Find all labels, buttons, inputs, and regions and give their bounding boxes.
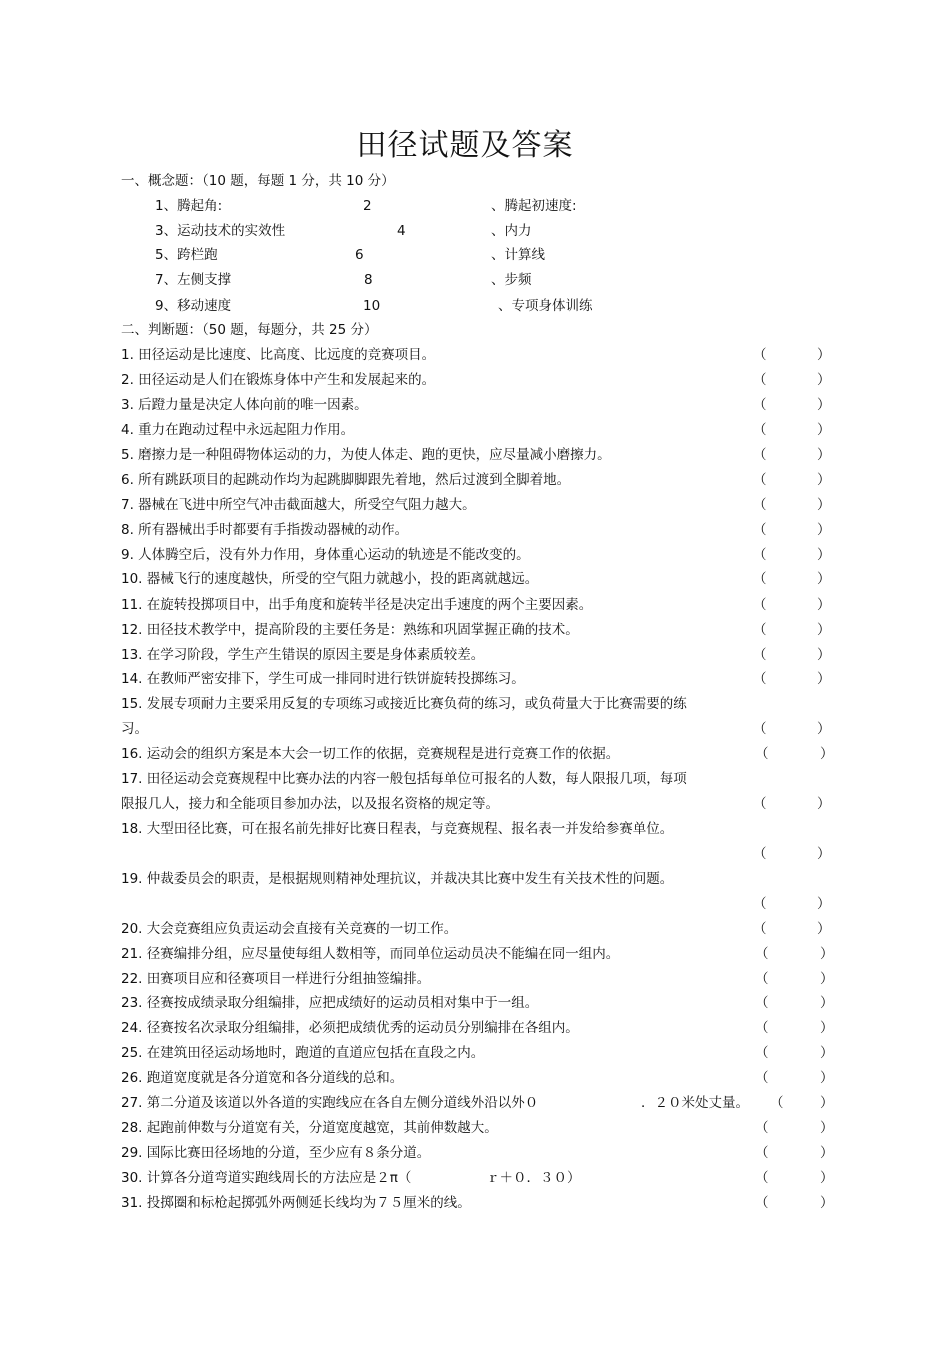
- answer-paren-close: ）: [820, 1120, 834, 1136]
- answer-paren-close: ）: [820, 1070, 834, 1086]
- concept-item: 9、移动速度: [155, 298, 232, 314]
- section-1-heading: 一、概念题：（10 题，每题 1 分，共 10 分）: [121, 173, 395, 189]
- question-text: 31. 投掷圈和标枪起掷弧外两侧延长线均为７５厘米的线。: [121, 1195, 471, 1211]
- answer-paren-close: ）: [817, 447, 831, 463]
- question-text: 18. 大型田径比赛，可在报名前先排好比赛日程表，与竞赛规程、报名表一并发给参赛单位。: [121, 821, 674, 837]
- answer-paren-open: （: [755, 746, 769, 762]
- concept-item: 、内力: [491, 223, 532, 239]
- answer-paren-open: （: [753, 447, 767, 463]
- answer-paren-open: （: [753, 647, 767, 663]
- question-text-continued: ．２０米处丈量。: [641, 1095, 749, 1111]
- question-text: 6. 所有跳跃项目的起跳动作均为起跳脚脚跟先着地，然后过渡到全脚着地。: [121, 472, 571, 488]
- answer-paren-open: （: [755, 1070, 769, 1086]
- question-text: 7. 器械在飞进中所空气冲击截面越大，所受空气阻力越大。: [121, 497, 476, 513]
- answer-paren-close: ）: [817, 547, 831, 563]
- answer-paren-open: （: [753, 422, 767, 438]
- question-text: 12. 田径技术教学中，提高阶段的主要任务是：熟练和巩固掌握正确的技术。: [121, 622, 579, 638]
- concept-item-number: 4: [397, 223, 406, 239]
- answer-paren-open: （: [755, 971, 769, 987]
- question-text: 14. 在教师严密安排下，学生可成一排同时进行铁饼旋转投掷练习。: [121, 671, 525, 687]
- answer-paren-open: （: [753, 397, 767, 413]
- question-text: 27. 第二分道及该道以外各道的实跑线应在各自左侧分道线外沿以外０: [121, 1095, 539, 1111]
- answer-paren-open: （: [753, 571, 767, 587]
- concept-item: 、腾起初速度:: [491, 198, 577, 214]
- answer-paren-open: （: [753, 671, 767, 687]
- question-text: 13. 在学习阶段，学生产生错误的原因主要是身体素质较差。: [121, 647, 485, 663]
- question-text: 20. 大会竞赛组应负责运动会直接有关竞赛的一切工作。: [121, 921, 458, 937]
- question-text: 1. 田径运动是比速度、比高度、比远度的竞赛项目。: [121, 347, 436, 363]
- question-text: 19. 仲裁委员会的职责，是根据规则精神处理抗议，并裁决其比赛中发生有关技术性的问题。: [121, 871, 674, 887]
- answer-paren-close: ）: [817, 397, 831, 413]
- question-text: 15. 发展专项耐力主要采用反复的专项练习或接近比赛负荷的练习，或负荷量大于比赛需要的练: [121, 696, 687, 712]
- answer-paren-close: ）: [820, 1170, 834, 1186]
- concept-item: 3、运动技术的实效性: [155, 223, 286, 239]
- answer-paren-close: ）: [817, 472, 831, 488]
- concept-item-number: 2: [363, 198, 372, 214]
- answer-paren-open: （: [755, 995, 769, 1011]
- question-text: 8. 所有器械出手时都要有手指拨动器械的动作。: [121, 522, 409, 538]
- answer-paren-close: ）: [820, 1195, 834, 1211]
- question-text: 16. 运动会的组织方案是本大会一切工作的依据，竞赛规程是进行竞赛工作的依据。: [121, 746, 620, 762]
- answer-paren-open: （: [755, 1145, 769, 1161]
- concept-item: 7、左侧支撑: [155, 272, 232, 288]
- answer-paren-close: ）: [820, 1145, 834, 1161]
- question-text: 5. 磨擦力是一种阻碍物体运动的力，为使人体走、跑的更快，应尽量减小磨擦力。: [121, 447, 611, 463]
- concept-item: 、计算线: [491, 247, 545, 263]
- answer-paren-open: （: [753, 721, 767, 737]
- answer-paren-close: ）: [817, 796, 831, 812]
- answer-paren-close: ）: [820, 946, 834, 962]
- question-text: 23. 径赛按成绩录取分组编排，应把成绩好的运动员相对集中于一组。: [121, 995, 539, 1011]
- question-text: 2. 田径运动是人们在锻炼身体中产生和发展起来的。: [121, 372, 436, 388]
- answer-paren-close: ）: [820, 1020, 834, 1036]
- answer-paren-open: （: [755, 1120, 769, 1136]
- answer-paren-open: （: [753, 921, 767, 937]
- question-text: 30. 计算各分道弯道实跑线周长的方法应是２π（: [121, 1170, 412, 1186]
- answer-paren-open: （: [753, 547, 767, 563]
- concept-item: 、专项身体训练: [498, 298, 593, 314]
- answer-paren-close: ）: [817, 571, 831, 587]
- question-text: 4. 重力在跑动过程中永远起阻力作用。: [121, 422, 355, 438]
- answer-paren-close: ）: [817, 647, 831, 663]
- answer-paren-open: （: [755, 946, 769, 962]
- answer-paren-open: （: [753, 522, 767, 538]
- concept-item-number: 8: [364, 272, 373, 288]
- question-text-continued: 限报几人，接力和全能项目参加办法，以及报名资格的规定等。: [121, 796, 499, 812]
- answer-paren-close: ）: [817, 372, 831, 388]
- question-text: 10. 器械飞行的速度越快，所受的空气阻力就越小，投的距离就越远。: [121, 571, 539, 587]
- concept-item: 、步频: [491, 272, 532, 288]
- answer-paren-close: ）: [817, 671, 831, 687]
- concept-item: 1、腾起角:: [155, 198, 223, 214]
- question-text: 21. 径赛编排分组，应尽量使每组人数相等，而同单位运动员决不能编在同一组内。: [121, 946, 620, 962]
- question-text: 11. 在旋转投掷项目中，出手角度和旋转半径是决定出手速度的两个主要因素。: [121, 597, 593, 613]
- answer-paren-close: ）: [820, 1045, 834, 1061]
- answer-paren-close: ）: [820, 995, 834, 1011]
- question-text: 22. 田赛项目应和径赛项目一样进行分组抽签编排。: [121, 971, 431, 987]
- answer-paren-open: （: [753, 472, 767, 488]
- answer-paren-close: ）: [817, 896, 831, 912]
- answer-paren-open: （: [753, 347, 767, 363]
- answer-paren-close: ）: [817, 597, 831, 613]
- question-text: 26. 跑道宽度就是各分道宽和各分道线的总和。: [121, 1070, 404, 1086]
- answer-paren-close: ）: [817, 846, 831, 862]
- answer-paren-open: （: [755, 1045, 769, 1061]
- question-text-continued: ｒ＋０．３０）: [486, 1170, 581, 1186]
- concept-item: 5、跨栏跑: [155, 247, 218, 263]
- question-text: 17. 田径运动会竞赛规程中比赛办法的内容一般包括每单位可报名的人数，每人限报几项，每项: [121, 771, 687, 787]
- section-2-heading: 二、判断题：（50 题，每题分，共 25 分）: [121, 322, 378, 338]
- question-text: 25. 在建筑田径运动场地时，跑道的直道应包括在直段之内。: [121, 1045, 485, 1061]
- answer-paren-open: （: [755, 1170, 769, 1186]
- answer-paren-open: （: [755, 1020, 769, 1036]
- answer-paren-close: ）: [817, 422, 831, 438]
- answer-paren-close: ）: [817, 622, 831, 638]
- answer-paren-close: ）: [817, 347, 831, 363]
- answer-paren-close: ）: [817, 497, 831, 513]
- answer-paren-open: （: [753, 796, 767, 812]
- concept-item-number: 6: [355, 247, 364, 263]
- answer-paren-close: ）: [817, 522, 831, 538]
- answer-paren-open: （: [753, 622, 767, 638]
- answer-paren-close: ）: [817, 721, 831, 737]
- answer-paren-close: ）: [820, 971, 834, 987]
- answer-paren-close: ）: [820, 746, 834, 762]
- answer-paren-open: （: [755, 1195, 769, 1211]
- document-title: 田径试题及答案: [356, 128, 574, 163]
- answer-paren-open: （: [753, 372, 767, 388]
- question-text: 3. 后蹬力量是决定人体向前的唯一因素。: [121, 397, 368, 413]
- question-text: 24. 径赛按名次录取分组编排，必须把成绩优秀的运动员分别编排在各组内。: [121, 1020, 579, 1036]
- answer-paren-open: （: [753, 497, 767, 513]
- question-text-continued: 习。: [121, 721, 148, 737]
- question-text: 9. 人体腾空后，没有外力作用，身体重心运动的轨迹是不能改变的。: [121, 547, 530, 563]
- answer-paren-open: （: [753, 597, 767, 613]
- question-text: 29. 国际比赛田径场地的分道，至少应有８条分道。: [121, 1145, 431, 1161]
- question-text: 28. 起跑前伸数与分道宽有关，分道宽度越宽，其前伸数越大。: [121, 1120, 498, 1136]
- answer-paren-open: （: [753, 896, 767, 912]
- answer-paren-close: ）: [817, 921, 831, 937]
- answer-paren-close: ）: [820, 1095, 834, 1111]
- answer-paren-open: （: [753, 846, 767, 862]
- answer-paren-open: （: [770, 1095, 784, 1111]
- concept-item-number: 10: [363, 298, 381, 314]
